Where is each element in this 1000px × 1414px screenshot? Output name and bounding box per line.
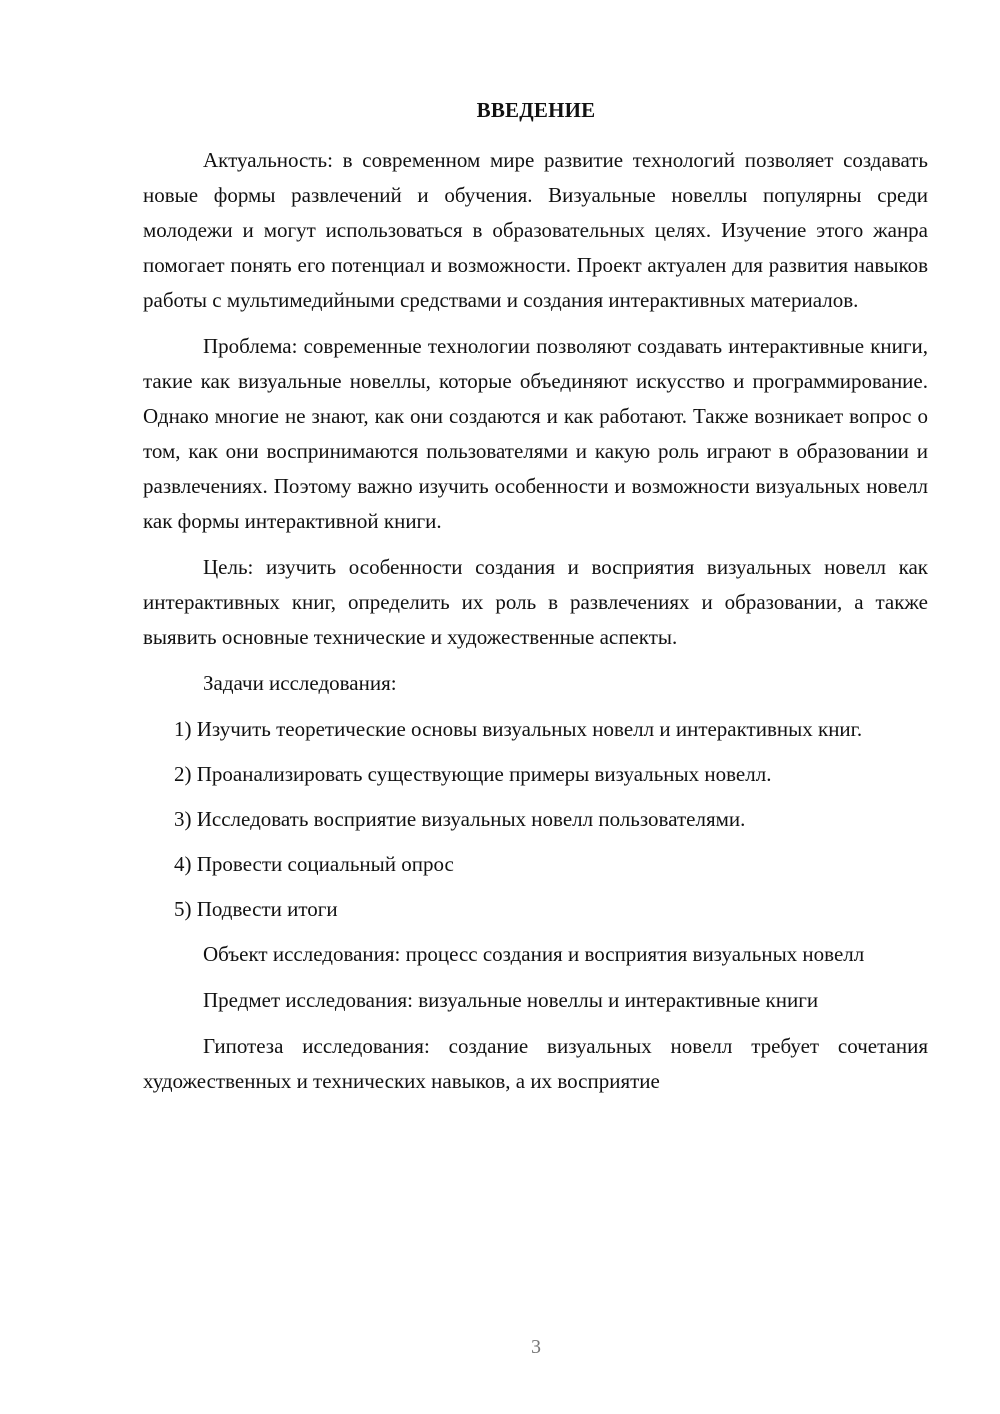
- paragraph-hypothesis: Гипотеза исследования: создание визуальных новелл требует сочетания художественных и технических навыков, а их восприятие: [143, 1034, 928, 1093]
- paragraph-relevance: Актуальность: в современном мире развитие технологий позволяет создавать новые формы развлечений и обучения. Визуальные новеллы популярны среди молодежи и могут использоваться в образовательных целях. Изучение этого жанра помогает понять его потенциал и возможности. Проект актуален для развития навыков работы с мультимедийными средствами и создания интерактивных материалов.: [143, 148, 928, 312]
- paragraph-problem: Проблема: современные технологии позволяют создавать интерактивные книги, такие как визуальные новеллы, которые объединяют искусство и программирование. Однако многие не знают, как они создаются и как работают. Также возникает вопрос о том, как они воспринимаются пользователями и какую роль играют в образовании и развлечениях. Поэтому важно изучить особенности и возможности визуальных новелл как формы интерактивной книги.: [143, 334, 928, 533]
- paragraph-subject: Предмет исследования: визуальные новеллы и интерактивные книги: [203, 988, 819, 1012]
- task-item-4: 4) Провести социальный опрос: [174, 852, 454, 876]
- paragraph-goal: Цель: изучить особенности создания и восприятия визуальных новелл как интерактивных книг, определить их роль в развлечениях и образовании, а также выявить основные технические и художественные аспекты.: [143, 555, 928, 649]
- task-item-5: 5) Подвести итоги: [174, 897, 338, 921]
- task-item-1: 1) Изучить теоретические основы визуальных новелл и интерактивных книг.: [174, 717, 863, 741]
- page-title: ВВЕДЕНИЕ: [476, 98, 596, 122]
- paragraph-object: Объект исследования: процесс создания и восприятия визуальных новелл: [203, 942, 865, 966]
- task-item-2: 2) Проанализировать существующие примеры визуальных новелл.: [174, 762, 772, 786]
- task-item-3: 3) Исследовать восприятие визуальных новелл пользователями.: [174, 807, 746, 831]
- page-number: 3: [531, 1336, 541, 1358]
- document-body: [143, 143, 928, 1110]
- tasks-heading: Задачи исследования:: [203, 671, 397, 695]
